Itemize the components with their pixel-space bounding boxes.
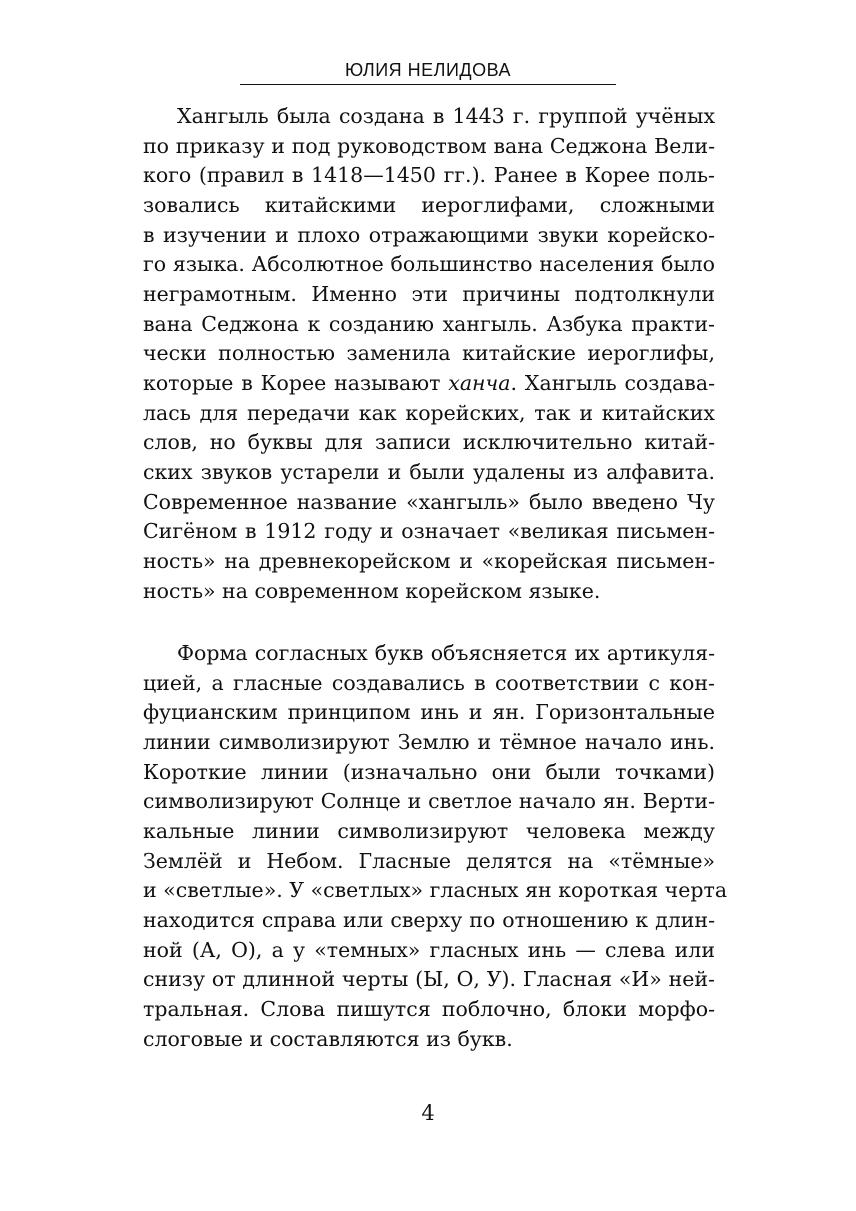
paragraph-hangul-history [143, 102, 715, 606]
text-line: Короткие линии (изначально они были точками) [143, 759, 715, 784]
text-line: линии символизируют Землю и тёмное начало инь. [143, 729, 715, 754]
text-line: Форма согласных букв объясняется их артикуля- [177, 641, 715, 665]
text-line: Землёй и Небом. Гласные делятся на «тёмные» [143, 848, 715, 873]
text-line: кого (правил в 1418—1450 гг.). Ранее в Корее поль- [143, 163, 715, 188]
text-line: символизируют Солнце и светлое начало ян. Верти- [143, 789, 715, 814]
text-line: ность» на современном корейском языке. [143, 578, 601, 603]
text-line-with-italic [143, 369, 715, 399]
text-line: Современное название «хангыль» было введено Чу [143, 489, 715, 514]
text-line: в изучении и плохо отражающими звуки корейско- [143, 222, 715, 247]
text-line: ность» на древнекорейском и «корейская письмен- [143, 548, 715, 573]
italic-term-hancha: ханча [448, 370, 511, 395]
text-fragment: которые в Корее называют [143, 370, 449, 395]
text-line: Хангыль была создана в 1443 г. группой учёных [177, 104, 715, 128]
text-line: цией, а гласные создавались в соответствии с кон- [143, 670, 715, 695]
text-line: Сигёном в 1912 году и означает «великая письмен- [143, 519, 715, 544]
text-line: вана Седжона к созданию хангыль. Азбука практи- [143, 311, 715, 336]
text-line: слов, но буквы для записи исключительно китай- [143, 430, 715, 455]
text-line: и «светлые». У «светлых» гласных ян короткая черта [143, 878, 728, 903]
text-line: неграмотным. Именно эти причины подтолкнули [143, 281, 715, 306]
text-line: фуцианским принципом инь и ян. Горизонтальные [143, 700, 715, 725]
paragraph-letter-forms [143, 639, 728, 1054]
text-line: лась для передачи как корейских, так и китайских [143, 400, 715, 425]
text-line: находится справа или сверху по отношению к длин- [143, 907, 715, 932]
header-rule [240, 84, 616, 85]
text-line: ских звуков устарели и были удалены из алфавита. [143, 459, 715, 484]
text-line: зовались китайскими иероглифами, сложными [143, 192, 715, 217]
text-line: го языка. Абсолютное большинство населения было [143, 252, 715, 277]
running-header-author: ЮЛИЯ НЕЛИДОВА [345, 60, 511, 80]
text-line: снизу от длинной черты (Ы, О, У). Гласная «И» ней- [143, 967, 715, 992]
page-number: 4 [421, 1101, 435, 1125]
text-line: кальные линии символизируют человека между [143, 818, 715, 843]
text-line: тральная. Слова пишутся поблочно, блоки морфо- [143, 996, 715, 1021]
text-line: чески полностью заменила китайские иероглифы, [143, 341, 715, 366]
text-line: по приказу и под руководством вана Седжона Вели- [143, 133, 715, 158]
text-line: слоговые и составляются из букв. [143, 1026, 513, 1051]
text-fragment: . Хангыль создава- [510, 370, 715, 395]
text-line: ной (А, О), а у «темных» гласных инь — слева или [143, 937, 715, 962]
